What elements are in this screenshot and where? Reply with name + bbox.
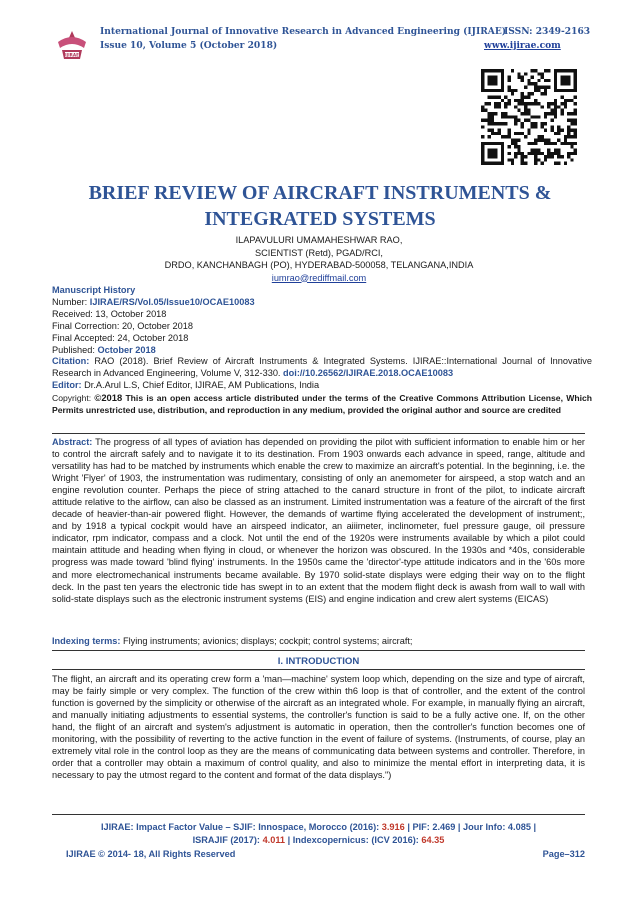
author-email-link[interactable]: iumrao@rediffmail.com (271, 272, 367, 283)
abstract-label: Abstract: (52, 437, 93, 447)
editor: Editor: Dr.A.Arul L.S, Chief Editor, IJIRAE, AM Publications, India (52, 380, 320, 391)
journal-url-link[interactable]: www.ijirae.com (484, 40, 561, 51)
divider (52, 650, 585, 651)
manuscript-history (52, 285, 592, 416)
divider (52, 433, 585, 434)
footer-copyright: IJIRAE © 2014- 18, All Rights Reserved (66, 849, 236, 859)
doi-link[interactable]: doi://10.26562/IJIRAE.2018.OCAE10083 (283, 368, 454, 379)
author-name: ILAPAVULURI UMAMAHESHWAR RAO, (235, 235, 403, 245)
divider (52, 669, 585, 670)
copyright-notice: Copyright: ©2018 This is an open access article distributed under the terms of the Creative Commons Attribution License, Which Permits unrestricted use, distribution, and reproduction in any medium, provided the original author and source are credited (52, 392, 592, 415)
divider (52, 814, 585, 815)
qr-code-icon (481, 69, 577, 165)
journal-header (52, 26, 612, 66)
issn: ISSN: 2349-2163 (504, 26, 591, 37)
published-date: Published: October 2018 (52, 344, 156, 355)
final-accepted-date: Final Accepted: 24, October 2018 (52, 332, 189, 343)
journal-logo-icon (52, 28, 92, 64)
svg-text:IJIRAE: IJIRAE (65, 52, 79, 58)
abstract-text: The progress of all types of aviation has depended on providing the pilot with sufficient information to enable him or her to control the aircraft safely and to navigate it to its destination. From 1903 onwards each advance in speed, range, altitude and versatility has had to be matched by instruments which enable the crew to maximize an aircraft's potential. In the beginning, i.e. the Wright 'Flyer' of 1903, the instrumentation was rudimentary, consisting of only an anemometer for airspeed, a stop watch and an engine revolution counter. Perhaps the piece of string attached to the canard structure in front of the pilot, to indicate aircraft attitude relative to the airflow, can also be classed as an instrument. Limited instrumentation was a feature of the aircraft of the first decade of heavier-than-air powered flight. However, the demands of wartime flying accelerated the development of instrument;, and by 1918 a typical cockpit would have an airspeed indicator, an aiiimeter, inclinometer, fuel pressure gauge, oil pressure indicator, rpm indicator, compass and a clock. Not until the end of the 1920s were instruments available by which a pilot could maintain attitude and heading when flying in cloud, or whenever the horizon was obscured. In the 1930s and *40s, considerable progress was made toward 'blind flying' instruments. In the 1950s came the 'director'-type attitude indicators and in the '60s more and more electromechanical instruments became available. By 1970 solid-state displays were edging their way on to the flight deck. In the past ten years the electronic tide has swept in to an extent that the modem flight deck is awash from wall to wall with solid-state displays such as the electronic instrument systems (EIS) and engine indication and crew alert systems (EICAS) (52, 437, 585, 604)
footer-indexing: ISRAJIF (2017): 4.011 | Indexcopernicus: (ICV 2016): 64.35 (192, 835, 445, 845)
footer-impact-factors: IJIRAE: Impact Factor Value – SJIF: Innospace, Morocco (2016): 3.916 | PIF: 2.469 | Jour Info: 4.085 | (100, 822, 537, 832)
issue-info: Issue 10, Volume 5 (October 2018) www.ijirae.com (100, 40, 561, 51)
introduction-paragraph: The flight, an aircraft and its operating crew form a 'man—machine' system loop which, depending on the size and type of aircraft, may be fairly simple or very complex. The function of the crew within th6 loop is that of controller, and the extent of the control function is governed by the simplicity or otherwise of the aircraft as an integrated whole. For example, in manually flying an aircraft, and manually initiating adjustments to essential systems, the controller's function is said to be a fully active one. If, on the other hand, the flight of an aircraft and system's adjustment is automatic in operation, then the controller's function becomes one of monitoring, with the possibility of reverting to the active function in the event of failure of systems. (Instruments, of course, play an extremely vital role in the control loop as they are the means of communicating data between systems and controller. Therefore, in order that a controller may obtain a maximum of control quality, and also to minimize the mental effort in interpreting data, it is necessary to pay the utmost regard to the content and format of the data displays.") (52, 674, 585, 781)
history-heading: Manuscript History (52, 285, 136, 295)
author-affiliation: DRDO, KANCHANBAGH (PO), HYDERABAD-500058, TELANGANA,INDIA (164, 260, 474, 270)
paper-title-line-2: INTEGRATED SYSTEMS (204, 208, 436, 230)
abstract (52, 436, 585, 605)
author-block (60, 234, 578, 284)
final-correction-date: Final Correction: 20, October 2018 (52, 320, 193, 331)
citation: Citation: RAO (2018). Brief Review of Aircraft Instruments & Integrated Systems. IJIRAE::International Journal of Innovative Research in Advanced Engineering, Volume V, 312-330. doi://10.26562/IJIRAE.2018.OCAE10083 (52, 356, 592, 379)
section-heading-introduction: I. INTRODUCTION (277, 656, 360, 667)
author-role: SCIENTIST (Retd), PGAD/RCI, (255, 247, 383, 258)
received-date: Received: 13, October 2018 (52, 308, 167, 319)
page-footer (52, 822, 585, 861)
page-number: Page–312 (542, 849, 585, 859)
indexing-terms: Indexing terms: Flying instruments; avionics; displays; cockpit; control systems; aircraft; (52, 636, 413, 646)
journal-name: International Journal of Innovative Research in Advanced Engineering (IJIRAE) ISSN: 2349-2163 (100, 26, 591, 37)
manuscript-number: Number: IJIRAE/RS/Vol.05/Issue10/OCAE10083 (52, 296, 255, 307)
paper-title-line-1: BRIEF REVIEW OF AIRCRAFT INSTRUMENTS & (88, 182, 552, 204)
paper-title (40, 180, 600, 232)
